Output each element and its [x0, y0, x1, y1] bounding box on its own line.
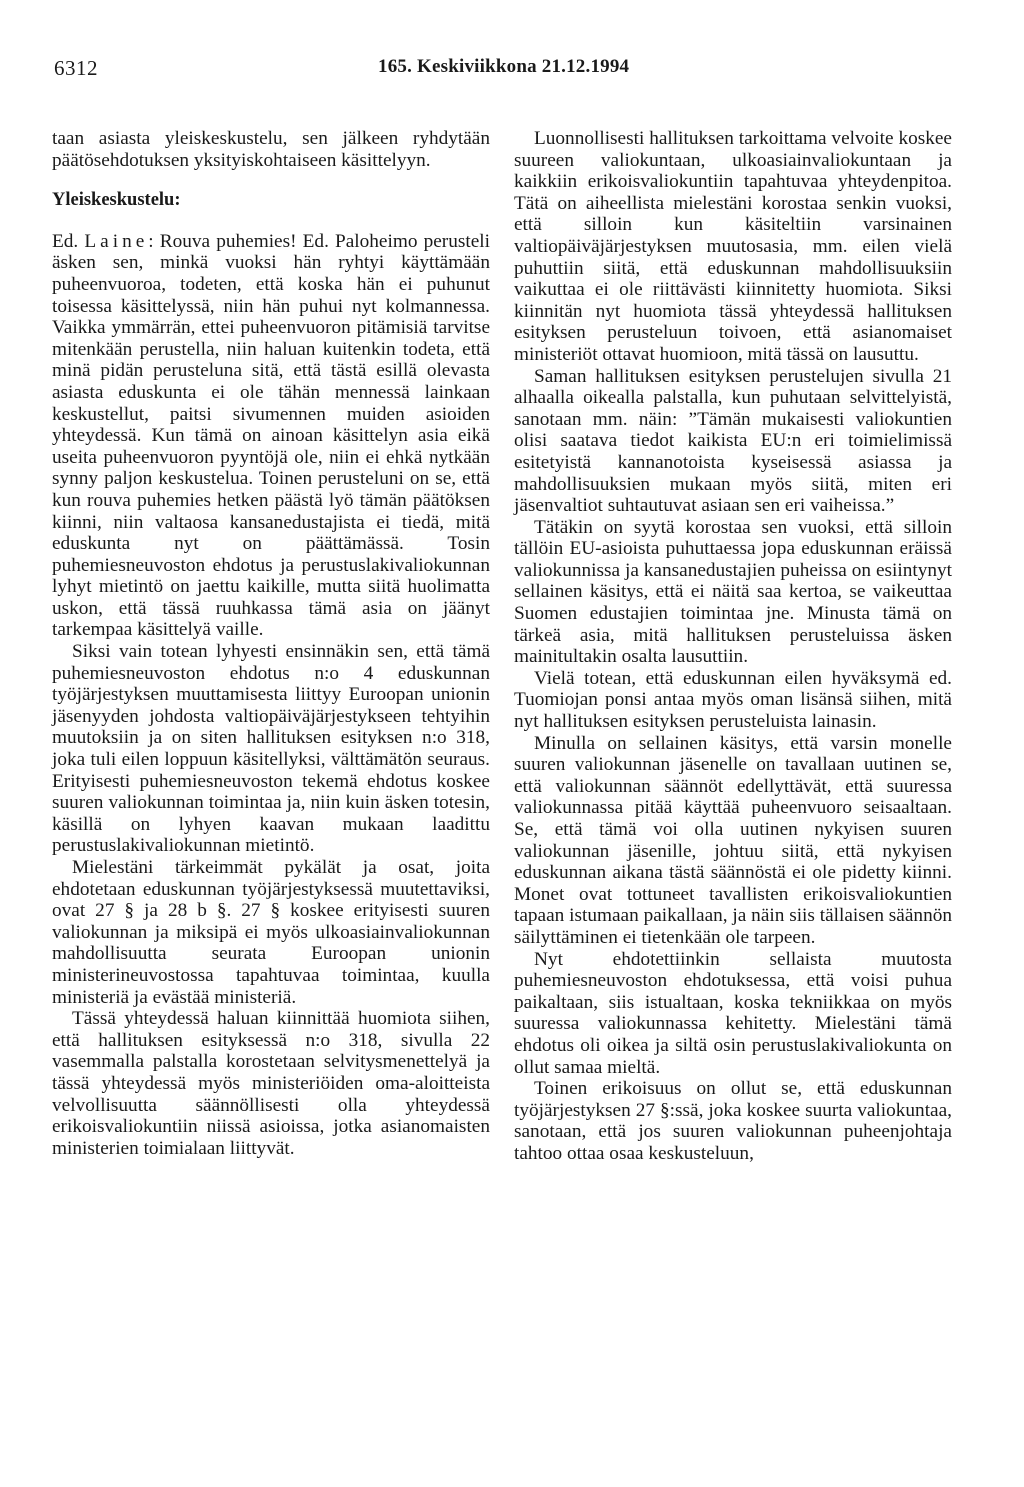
- left-paragraph: Siksi vain totean lyhyesti ensinnäkin sen, että tämä puhemiesneuvoston ehdotus n:o 4 eduskunnan työjärjestyksen muuttamisesta liittyy Euroopan unionin jäsenyyden johdosta valtiopäiväjärjestykseen tehtyihin muutoksiin ja on siten hallituksen esityksen n:o 318, joka tuli eilen loppuun käsitellyksi, välttämätön seuraus. Erityisesti puhemiesneuvoston tekemä ehdotus koskee suuren valiokunnan toimintaa ja, niin kuin äsken totesin, käsillä on lyhyen kaavan mukaan laadittu perustuslakivaliokunnan mietintö.: [52, 641, 490, 857]
- right-paragraph: Nyt ehdotettiinkin sellaista muutosta puhemiesneuvoston ehdotuksessa, että voisi puhua paikaltaan, siis istualtaan, koska tekniikkaa on myös suuressa valiokunnassa kehitetty. Mielestäni tämä ehdotus oli oikea ja siltä osin perustuslakivaliokunta on ollut samaa mieltä.: [514, 948, 952, 1078]
- section-heading: Yleiskeskustelu:: [52, 190, 181, 211]
- right-paragraph: Luonnollisesti hallituksen tarkoittama velvoite koskee suureen valiokuntaan, ulkoasiainvaliokuntaan ja kaikkiin erikoisvaliokuntiin tapahtuvaa yhteydenpitoa. Tätä on aiheellista mielestäni korostaa senkin vuoksi, että silloin kun käsiteltiin varsinainen valtiopäiväjärjestyksen muutosasia, mm. eilen vielä puhuttiin siitä, että eduskunnan mahdollisuuksiin vaikuttaa ei ole riittävästi kiinnitetty huomiota. Siksi kiinnitän nyt huomiota tässä yhteydessä hallituksen esityksen perusteluun toivoen, että asianomaiset ministeriöt ottavat huomioon, mitä tässä on lausuttu.: [514, 128, 952, 365]
- speech-opening-paragraph: [52, 231, 490, 641]
- running-header: 165. Keskiviikkona 21.12.1994: [378, 56, 630, 77]
- right-paragraph: Tätäkin on syytä korostaa sen vuoksi, että silloin tällöin EU-asioista puhuttaessa jopa eduskunnan eräissä valiokunnissa ja kansanedustajien puheissa on esiintynyt sellainen käsitys, että ei näitä saa kertoa, se vaikeuttaa Suomen edustajien toimintaa jne. Minusta tämä on tärkeä asia, mitä hallituksen perusteluissa äsken mainitultakin osalta lausuttiin.: [514, 516, 952, 668]
- speaker-prefix: Ed.: [52, 230, 79, 252]
- left-column: [52, 128, 490, 1159]
- left-paragraph: Tässä yhteydessä haluan kiinnittää huomiota siihen, että hallituksen esityksessä n:o 318, sivulla 22 vasemmalla palstalla korostetaan selvitysmenettelyä ja tässä yhteydessä myös ministeriöiden oma-aloitteista velvollisuutta säännöllisesti olla yhteydessä erikoisvaliokuntiin niissä asioissa, jotka asianomaisten ministerien toimialaan liittyvät.: [52, 1008, 490, 1159]
- right-column: [514, 128, 952, 1165]
- right-paragraph: Minulla on sellainen käsitys, että varsin monelle suuren valiokunnan jäsenelle on tavallaan uutinen se, että valiokunnan säännöt edellyttävät, että suuressa valiokunnassa pitää käyttää puheenvuoro seisaaltaan. Se, että tämä voi olla uutinen nykyisen suuren valiokunnan jäsenille, johtuu siitä, että nykyisen eduskunnan aikana tästä säännöstä ei ole pidetty kiinni. Monet ovat tottuneet tavallisten erikoisvaliokuntien tapaan istumaan paikallaan, ja näin siis tällaisen säännön säilyttäminen ei tietenkään ole tarpeen.: [514, 732, 952, 948]
- speech-start: : Rouva puhemies! Ed. Paloheimo perusteli äsken sen, minkä vuoksi hän ryhtyi käyttämään puheenvuoroa, todeten, että koska hän ei puhunut toisessa käsittelyssä, niin hän puhui nyt kolmannessa. Vaikka ymmärrän, ettei puheenvuoron pitämisiä tarvitse mitenkään perustella, niin haluan kuitenkin todeta, että minä pidän perusteluna sitä, että tästä esillä olevasta asiasta eduskunta ei ole tähän mennessä lainkaan keskustellut, paitsi sivumennen muiden asioiden yhteydessä. Kun tämä on ainoan käsittelyn asia eikä useita puheenvuoron pyyntöjä ole, niin ei ehkä nytkään synny paljon keskustelua. Toinen perusteluni on se, että kun rouva puhemies hetken päästä lyö tämän päätöksen kiinni, niin valtaosa kansanedustajista ei tiedä, mitä eduskunta nyt on päättämässä. Tosin puhemiesneuvoston ehdotus ja perustuslakivaliokunnan lyhyt mietintö on jaettu kaikille, mutta siitä huolimatta uskon, että tässä ruuhkassa tämä asia on jäänyt tarkempaa käsittelyä vaille.: [52, 230, 490, 641]
- intro-paragraph: taan asiasta yleiskeskustelu, sen jälkeen ryhdytään päätösehdotuksen yksityiskohtaiseen käsittelyyn.: [52, 128, 490, 171]
- page-number: 6312: [54, 56, 98, 80]
- left-paragraph: Mielestäni tärkeimmät pykälät ja osat, joita ehdotetaan eduskunnan työjärjestyksessä muutettaviksi, ovat 27 § ja 28 b §. 27 § koskee erityisesti suuren valiokunnan ja miksipä ei myös ulkoasiainvaliokunnan mahdollisuutta seurata Euroopan unionin ministerineuvostossa tapahtuvaa toimintaa, kuulla ministeriä ja evästää ministeriä.: [52, 857, 490, 1008]
- right-paragraph: Toinen erikoisuus on ollut se, että eduskunnan työjärjestyksen 27 §:ssä, joka koskee suurta valiokuntaa, sanotaan, että jos suuren valiokunnan puheenjohtaja tahtoo ottaa osaa keskusteluun,: [514, 1078, 952, 1164]
- right-paragraph: Vielä totean, että eduskunnan eilen hyväksymä ed. Tuomiojan ponsi antaa myös oman lisänsä siihen, mitä nyt hallituksen esityksen perusteluista lainasin.: [514, 667, 952, 733]
- right-paragraph: Saman hallituksen esityksen perustelujen sivulla 21 alhaalla oikealla palstalla, kun puhutaan selvittelyistä, sanotaan mm. näin: ”Tämän mukaisesti valiokuntien olisi saatava tiedot kaikista EU:n eri toimielimissä esitetyistä kannanotoista kyseisessä asiassa ja mahdollisuuksien mukaan myös siitä, miten eri jäsenvaltiot suhtautuvat asiaan sen eri vaiheissa.”: [514, 365, 952, 517]
- speaker-name: Laine: [84, 230, 149, 252]
